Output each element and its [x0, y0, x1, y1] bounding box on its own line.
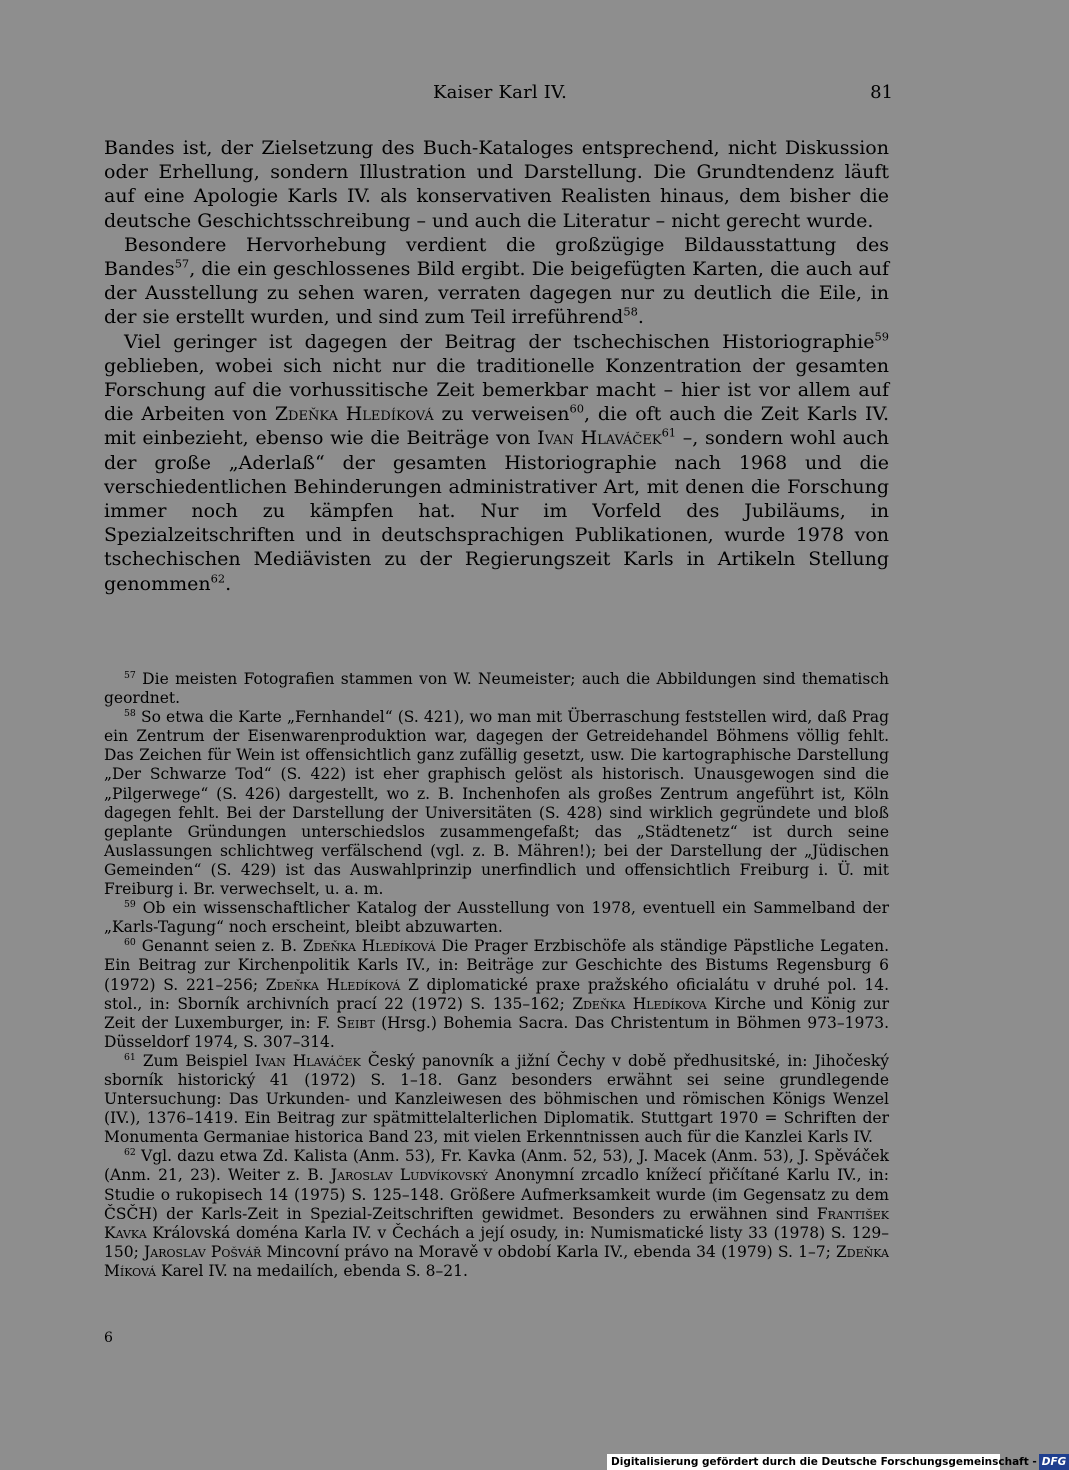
dfg-credit-text: Digitalisierung gefördert durch die Deutsche Forschungsgemeinschaft -: [611, 1456, 1037, 1468]
footnote-ref-60: 60: [569, 401, 584, 416]
paragraph-3: Viel geringer ist dagegen der Beitrag der tschechischen Historiographie$^{59}$ geblieben, wobei sich nicht nur die traditionelle Konzentration der gesamten Forschung auf die vorhussitische Zeit bemerkbar macht – hier ist vor allem auf die Arbeiten von Zdeňka Hledíková zu verweisen$^{60}$, die oft auch die Zeit Karls IV. mit einbezieht, ebenso wie die Beiträge von Ivan Hlaváček$^{61}$ –, sondern wohl auch der große „Aderlaß“ der gesamten Historiographie nach 1968 und die verschiedentlichen Behinderungen administrativer Art, mit denen die Forschung immer noch zu kämpfen hat. Nur im Vorfeld des Jubiläums, in Spezialzeitschriften und in deutschsprachigen Publikationen, wurde 1978 von tschechischen Mediävisten zu der Regierungszeit Karls in Artikeln Stellung genommen$^{62}$.: [104, 329, 889, 595]
author-name: Seibt: [336, 1013, 375, 1032]
signature-mark: 6: [104, 1330, 113, 1346]
author-name: Jaroslav Pošvář: [144, 1242, 262, 1261]
footnote-60: $^{60}$ Genannt seien z. B. Zdeňka Hledíková Die Prager Erzbischöfe als ständige Päpstliche Legaten. Ein Beitrag zur Kirchenpolitik Karls IV., in: Beiträge zur Geschichte des Bistums Regensburg 6 (1972) S. 221–256; Zdeňka Hledíková Z diplomatické praxe pražského oficialátu v druhé pol. 14. stol., in: Sborník archivních prací 22 (1972) S. 135–162; Zdeňka Hledíkova Kirche und König zur Zeit der Luxemburger, in: F. Seibt (Hrsg.) Bohemia Sacra. Das Christentum in Böhmen 973–1973. Düsseldorf 1974, S. 307–314.: [104, 937, 889, 1051]
dfg-credit-bar: [607, 1454, 1067, 1470]
footnote-ref-58: 58: [623, 305, 638, 320]
footnote-58: $^{58}$ So etwa die Karte „Fernhandel“ (S. 421), wo man mit Überraschung feststellen wird, daß Prag ein Zentrum der Eisenwarenproduktion war, dagegen der Getreidehandel Böhmens völlig fehlt. Das Zeichen für Wein ist offensichtlich ganz zufällig gesetzt, usw. Die kartographische Darstellung „Der Schwarze Tod“ (S. 422) ist eher graphisch gelöst als historisch. Unausgewogen sind die „Pilgerwege“ (S. 426) dargestellt, wo z. B. Inchenhofen als großes Zentrum angeführt ist, Köln dagegen fehlt. Bei der Darstellung der Universitäten (S. 428) sind wirklich gegründete und bloß geplante Gründungen unterschiedslos zusammengefaßt; das „Städtenetz“ ist durch seine Auslassungen schlichtweg verfälschend (vgl. z. B. Mähren!); bei der Darstellung der „Jüdischen Gemeinden“ (S. 429) ist das Auswahlprinzip unerfindlich und offensichtlich Freiburg i. Ü. mit Freiburg i. Br. verwechselt, u. a. m.: [104, 708, 889, 899]
paragraph-1: Bandes ist, der Zielsetzung des Buch-Kataloges entsprechend, nicht Diskussion oder Erhellung, sondern Illustration und Darstellung. Die Grundtendenz läuft auf eine Apologie Karls IV. als konservativen Realisten hinaus, dem bisher die deutsche Geschichtsschreibung – und auch die Literatur – nicht gerecht wurde.: [104, 137, 889, 232]
footnote-ref-59: 59: [874, 329, 889, 344]
footnotes: [104, 670, 889, 1281]
main-text: [104, 136, 889, 596]
author-name: Zdeňka Hledíková: [265, 975, 401, 994]
page-number: 81: [870, 82, 893, 103]
dfg-logo: DFG: [1039, 1454, 1069, 1470]
author-name: Jaroslav Ludvíkovský: [330, 1166, 488, 1185]
author-name: Zdeňka Hledíková: [274, 403, 434, 426]
footnote-59: $^{59}$ Ob ein wissenschaftlicher Katalog der Ausstellung von 1978, eventuell ein Sammelband der „Karls-Tagung“ noch erscheint, bleibt abzuwarten.: [104, 898, 889, 937]
author-name: Ivan Hlaváček: [254, 1051, 361, 1070]
footnote-61: $^{61}$ Zum Beispiel Ivan Hlaváček Český panovník a jižní Čechy v době předhusitské, in: Jihočeský sborník historický 41 (1972) S. 1–18. Ganz besonders erwähnt sei seine grundlegende Untersuchung: Das Urkunden- und Kanzleiwesen des böhmischen und römischen Königs Wenzel (IV.), 1376–1419. Ein Beitrag zur spätmittelalterlichen Diplomatik. Stuttgart 1970 = Schriften der Monumenta Germaniae historica Band 23, mit vielen Erkenntnissen auch für die Kanzlei Karls IV.: [104, 1051, 889, 1147]
author-name: František Kavka: [104, 1204, 889, 1242]
running-title: Kaiser Karl IV.: [432, 82, 568, 103]
footnote-ref-57: 57: [174, 256, 190, 271]
author-name: Zdeňka Hledíková: [302, 937, 436, 956]
footnote-62: $^{62}$ Vgl. dazu etwa Zd. Kalista (Anm. 53), Fr. Kavka (Anm. 52, 53), J. Macek (Anm. 53), J. Spěváček (Anm. 21, 23). Weiter z. B. Jaroslav Ludvíkovský Anonymní zrcadlo knížecí přičítané Karlu IV., in: Studie o rukopisech 14 (1975) S. 125–148. Größere Aufmerksamkeit wurde (im Gegensatz zu dem ČSČH) der Karls-Zeit in Spezial-Zeitschriften gewidmet. Besonders zu erwähnen sind František Kavka Královská doména Karla IV. v Čechách a její osudy, in: Numismatické listy 33 (1978) S. 129–150; Jaroslav Pošvář Mincovní právo na Moravě v období Karla IV., ebenda 34 (1979) S. 1–7; Zdeňka Míková Karel IV. na medailích, ebenda S. 8–21.: [104, 1147, 889, 1280]
footnote-ref-61: 61: [661, 426, 677, 441]
author-name: Zdeňka Hledíkova: [572, 994, 707, 1013]
author-name: Ivan Hlaváček: [537, 427, 662, 450]
footnote-57: $^{57}$ Die meisten Fotografien stammen von W. Neumeister; auch die Abbildungen sind thematisch geordnet.: [104, 669, 889, 708]
author-name: Zdeňka Míková: [104, 1242, 889, 1280]
paragraph-2: Besondere Hervorhebung verdient die großzügige Bildausstattung des Bandes$^{57}$, die ein geschlossenes Bild ergibt. Die beigefügten Karten, die auch auf der Ausstellung zu sehen waren, verraten dagegen nur zu deutlich die Eile, in der sie erstellt wurden, und sind zum Teil irreführend$^{58}$.: [104, 233, 889, 329]
footnote-ref-62: 62: [210, 571, 226, 586]
